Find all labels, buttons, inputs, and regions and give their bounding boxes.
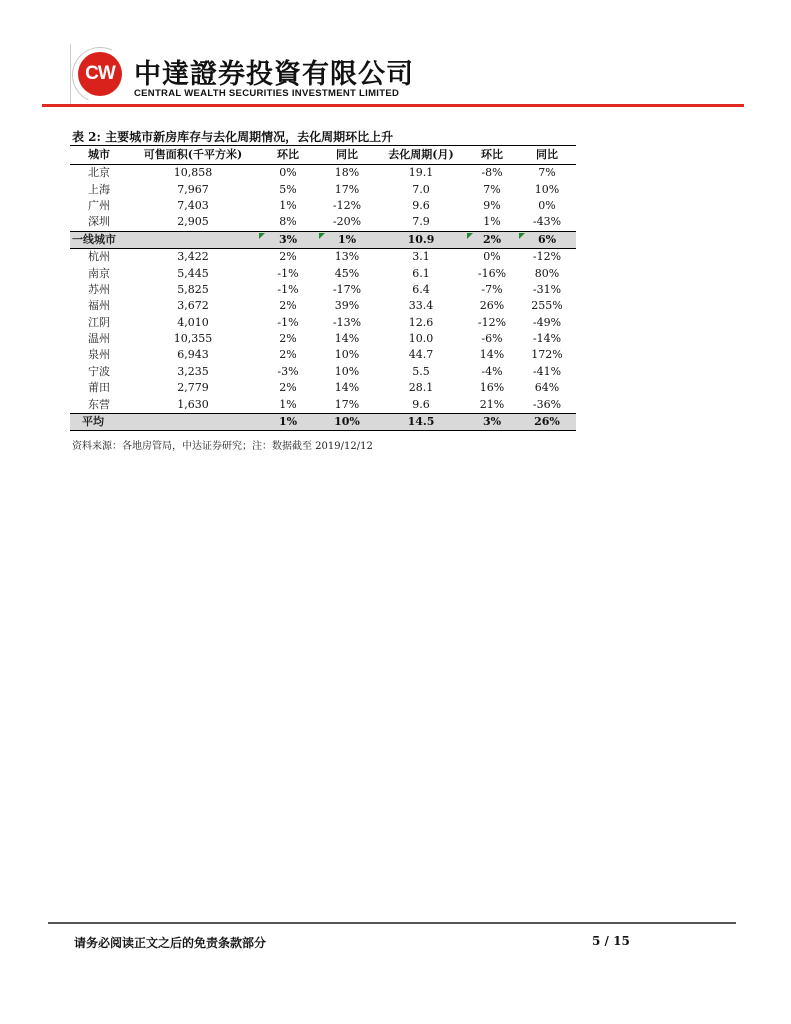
cell-area: [128, 380, 258, 396]
cell-area-yoy-value: -13%: [332, 315, 362, 329]
cell-city: [70, 298, 128, 314]
cell-area-value: 3,422: [177, 250, 209, 264]
cell-city-value: 苏州: [88, 282, 110, 296]
cell-cycle-value: 10.9: [407, 232, 435, 246]
cell-cycle-mom-value: -6%: [481, 332, 503, 346]
table-row: [70, 248, 576, 265]
cell-area-yoy-value: 45%: [334, 266, 360, 280]
cell-cycle-mom: [466, 396, 518, 413]
cell-area-mom: [258, 231, 318, 248]
cell-cycle-mom: [466, 282, 518, 298]
cell-cycle-yoy: [518, 198, 576, 214]
table-row: [70, 181, 576, 197]
cell-cycle-mom-value: 21%: [479, 397, 505, 411]
cell-cycle-mom: [466, 315, 518, 331]
cell-area: [128, 413, 258, 430]
cell-city: [70, 214, 128, 231]
cell-city: [70, 413, 128, 430]
cell-area-yoy-value: -12%: [332, 198, 362, 212]
cell-area-mom: [258, 331, 318, 347]
cell-cycle-value: 44.7: [408, 348, 434, 362]
cell-area-value: 7,967: [177, 182, 209, 196]
cell-area-mom-value: -1%: [277, 282, 299, 296]
cell-area-yoy: [318, 214, 376, 231]
cell-cycle-yoy-value: 7%: [538, 166, 556, 180]
cell-cycle-yoy-value: -43%: [532, 215, 562, 229]
cell-city: [70, 364, 128, 380]
col-header-city: 城市: [70, 146, 128, 165]
cell-area-mom: [258, 248, 318, 265]
cell-area-value: 4,010: [177, 315, 209, 329]
cell-area-yoy-value: 10%: [334, 364, 360, 378]
cell-cycle-mom-value: -7%: [481, 282, 503, 296]
cell-city: [70, 347, 128, 363]
cell-cycle-yoy-value: 6%: [537, 232, 557, 246]
cell-cycle-mom-value: 1%: [483, 215, 501, 229]
cell-area-mom: [258, 198, 318, 214]
table-header-row: [70, 146, 576, 165]
cell-cycle-mom: [466, 214, 518, 231]
footer-rule: [48, 922, 736, 924]
cell-area-yoy-value: 17%: [334, 397, 360, 411]
cell-cycle-yoy-value: 10%: [534, 182, 560, 196]
cell-cycle-value: 14.5: [407, 415, 435, 429]
cell-city-value: 杭州: [88, 250, 110, 264]
cell-cycle: [376, 248, 466, 265]
company-logo: [78, 52, 122, 96]
cell-area-yoy-value: 1%: [337, 232, 357, 246]
cell-cycle-mom: [466, 181, 518, 197]
cell-cycle-yoy-value: -36%: [532, 397, 562, 411]
cell-cycle: [376, 413, 466, 430]
cell-area-yoy-value: 14%: [334, 332, 360, 346]
cell-area: [128, 331, 258, 347]
cell-flag-marker: [259, 233, 265, 239]
cell-cycle-mom: [466, 364, 518, 380]
cell-area-value: 10,858: [173, 166, 213, 180]
cell-cycle-yoy: [518, 298, 576, 314]
cell-cycle-yoy: [518, 315, 576, 331]
table-row: [70, 298, 576, 314]
cell-area: [128, 298, 258, 314]
cell-area-mom-value: 1%: [279, 397, 297, 411]
cell-area: [128, 282, 258, 298]
cell-cycle-value: 9.6: [412, 397, 430, 411]
table-row: [70, 198, 576, 214]
cell-cycle-mom-value: 0%: [483, 250, 501, 264]
cell-cycle-mom-value: 16%: [479, 381, 505, 395]
cell-area-mom-value: 2%: [279, 250, 297, 264]
cell-area-mom-value: -3%: [277, 364, 299, 378]
cell-cycle-mom: [466, 165, 518, 182]
cell-area-yoy: [318, 282, 376, 298]
cell-cycle-value: 12.6: [408, 315, 434, 329]
cell-city: [70, 248, 128, 265]
cell-area-mom-value: 2%: [279, 348, 297, 362]
cell-area-yoy-value: 39%: [334, 299, 360, 313]
cell-city-value: 莆田: [88, 381, 110, 395]
cell-area-mom-value: -1%: [277, 315, 299, 329]
cell-city-value: 平均: [82, 415, 104, 429]
cell-city-value: 宁波: [88, 364, 110, 378]
cell-city-value: 一线城市: [72, 232, 116, 246]
cell-cycle-yoy-value: 64%: [534, 381, 560, 395]
cell-area-yoy: [318, 165, 376, 182]
cell-area-mom: [258, 214, 318, 231]
cell-area-value: 3,235: [177, 364, 209, 378]
cell-city-value: 泉州: [88, 348, 110, 362]
cell-area: [128, 248, 258, 265]
cell-cycle-mom-value: 26%: [479, 299, 505, 313]
table-row: [70, 165, 576, 182]
cell-cycle-mom: [466, 198, 518, 214]
cell-cycle: [376, 265, 466, 281]
cell-flag-marker: [467, 233, 473, 239]
cell-city-value: 福州: [88, 299, 110, 313]
cell-cycle: [376, 315, 466, 331]
cell-cycle-yoy: [518, 380, 576, 396]
cell-cycle-yoy-value: 172%: [531, 348, 563, 362]
cell-area-yoy: [318, 331, 376, 347]
cell-cycle-yoy-value: -41%: [532, 364, 562, 378]
cell-area-yoy: [318, 298, 376, 314]
cell-flag-marker: [319, 233, 325, 239]
cell-area-yoy: [318, 364, 376, 380]
cell-cycle-mom-value: -4%: [481, 364, 503, 378]
cell-area: [128, 347, 258, 363]
table-row: [70, 380, 576, 396]
cell-cycle-yoy-value: 80%: [534, 266, 560, 280]
col-header-area: 可售面积(千平方米): [128, 146, 258, 165]
col-header-cycle: 去化周期(月): [376, 146, 466, 165]
cell-city: [70, 165, 128, 182]
cell-cycle-yoy: [518, 248, 576, 265]
cell-area-value: 7,403: [177, 198, 209, 212]
cell-area-yoy: [318, 347, 376, 363]
cell-area: [128, 198, 258, 214]
table-row: [70, 315, 576, 331]
cell-cycle-yoy-value: -31%: [532, 282, 562, 296]
cell-area: [128, 165, 258, 182]
cell-area-mom-value: 2%: [279, 332, 297, 346]
cell-city: [70, 198, 128, 214]
cell-area: [128, 231, 258, 248]
cell-cycle-mom-value: 9%: [483, 198, 501, 212]
cell-area-value: 3,672: [177, 299, 209, 313]
cell-area-mom: [258, 265, 318, 281]
cell-cycle-mom-value: 2%: [482, 232, 502, 246]
cell-cycle-value: 5.5: [412, 364, 430, 378]
cell-cycle-mom-value: -12%: [477, 315, 507, 329]
cell-area-mom: [258, 413, 318, 430]
cell-area-yoy: [318, 181, 376, 197]
cell-area: [128, 265, 258, 281]
cell-cycle-yoy-value: 255%: [531, 299, 563, 313]
cell-cycle: [376, 396, 466, 413]
cell-area-value: 2,779: [177, 381, 209, 395]
cell-area-yoy: [318, 380, 376, 396]
cell-area: [128, 364, 258, 380]
cell-cycle-value: 19.1: [408, 166, 434, 180]
cell-area: [128, 396, 258, 413]
cell-area-mom: [258, 315, 318, 331]
cell-cycle-mom: [466, 331, 518, 347]
cell-city: [70, 265, 128, 281]
cell-cycle-yoy: [518, 282, 576, 298]
cell-cycle: [376, 347, 466, 363]
cell-area-yoy: [318, 265, 376, 281]
cell-area-mom-value: 1%: [279, 198, 297, 212]
cell-cycle: [376, 364, 466, 380]
cell-city-value: 广州: [88, 198, 110, 212]
cell-cycle-value: 28.1: [408, 381, 434, 395]
table-row: [70, 364, 576, 380]
cell-cycle-yoy-value: -49%: [532, 315, 562, 329]
page-number: 5 / 15: [592, 934, 630, 948]
table-row: [70, 331, 576, 347]
cell-cycle: [376, 282, 466, 298]
cell-cycle: [376, 298, 466, 314]
cell-area-value: 10,355: [173, 332, 213, 346]
cell-cycle-mom: [466, 265, 518, 281]
cell-cycle-yoy: [518, 265, 576, 281]
cell-area-mom-value: -1%: [277, 266, 299, 280]
cell-cycle-mom-value: -8%: [481, 166, 503, 180]
cell-area: [128, 214, 258, 231]
cell-area-mom-value: 1%: [278, 415, 298, 429]
cell-cycle-mom: [466, 413, 518, 430]
average-row: [70, 413, 576, 430]
cell-area-value: 5,825: [177, 282, 209, 296]
cell-area-value: 2,905: [177, 215, 209, 229]
cell-cycle-yoy: [518, 331, 576, 347]
cell-cycle-value: 10.0: [408, 332, 434, 346]
cell-cycle-mom-value: 14%: [479, 348, 505, 362]
cell-area-value: 6,943: [177, 348, 209, 362]
col-header-area-mom: 环比: [258, 146, 318, 165]
cell-area-value: 5,445: [177, 266, 209, 280]
cell-cycle-yoy-value: -12%: [532, 250, 562, 264]
table-row: [70, 282, 576, 298]
cell-city-value: 温州: [88, 332, 110, 346]
company-name-cn: 中達證券投資有限公司: [134, 59, 414, 90]
table-caption: 表 2: 主要城市新房库存与去化周期情况，去化周期环比上升: [72, 130, 394, 144]
col-header-cycle-mom: 环比: [466, 146, 518, 165]
cell-cycle-yoy: [518, 413, 576, 430]
cell-city: [70, 181, 128, 197]
cell-area: [128, 181, 258, 197]
cell-area-yoy-value: 17%: [334, 182, 360, 196]
footer-disclaimer: 请务必阅读正文之后的免责条款部分: [74, 936, 267, 950]
cell-cycle-yoy-value: -14%: [532, 332, 562, 346]
cell-area-mom-value: 2%: [279, 299, 297, 313]
cell-area-yoy-value: -17%: [332, 282, 362, 296]
cell-cycle: [376, 380, 466, 396]
cell-area: [128, 315, 258, 331]
col-header-cycle-yoy: 同比: [518, 146, 576, 165]
cell-cycle: [376, 165, 466, 182]
cell-area-yoy: [318, 413, 376, 430]
cell-area-yoy: [318, 231, 376, 248]
cell-city: [70, 282, 128, 298]
tier1-summary-row: [70, 231, 576, 248]
cell-cycle-yoy: [518, 181, 576, 197]
cell-area-yoy: [318, 248, 376, 265]
cell-cycle: [376, 331, 466, 347]
table-row: [70, 396, 576, 413]
cell-cycle-value: 33.4: [408, 299, 434, 313]
cell-area-mom-value: 2%: [279, 381, 297, 395]
cell-city-value: 江阴: [88, 315, 110, 329]
table-row: [70, 347, 576, 363]
cell-area-yoy-value: 14%: [334, 381, 360, 395]
cell-area-mom-value: 5%: [279, 182, 297, 196]
cell-city-value: 东营: [88, 397, 110, 411]
cell-cycle-yoy: [518, 396, 576, 413]
cell-city-value: 上海: [88, 182, 110, 196]
cell-cycle: [376, 231, 466, 248]
cell-area-mom-value: 8%: [279, 215, 297, 229]
inventory-table: [70, 145, 576, 431]
cell-area-mom: [258, 165, 318, 182]
cell-cycle-value: 6.1: [412, 266, 430, 280]
cell-cycle-mom: [466, 380, 518, 396]
table-source-note: 资料来源：各地房管局，中达证券研究；注：数据截至 2019/12/12: [72, 441, 373, 452]
cell-cycle-value: 7.9: [412, 215, 430, 229]
cell-cycle-yoy-value: 26%: [534, 415, 560, 429]
table-row: [70, 265, 576, 281]
cell-area-mom: [258, 347, 318, 363]
cell-city: [70, 396, 128, 413]
cell-area-mom: [258, 396, 318, 413]
cell-cycle: [376, 198, 466, 214]
cell-area-mom-value: 0%: [279, 166, 297, 180]
cell-area-yoy: [318, 198, 376, 214]
col-header-area-yoy: 同比: [318, 146, 376, 165]
header-rule: [42, 104, 744, 107]
cell-area-yoy: [318, 315, 376, 331]
cell-flag-marker: [519, 233, 525, 239]
cell-area-mom: [258, 181, 318, 197]
cell-area-mom: [258, 380, 318, 396]
cell-area-mom: [258, 298, 318, 314]
cell-cycle-mom: [466, 347, 518, 363]
cell-cycle-yoy: [518, 347, 576, 363]
cell-cycle-mom-value: 3%: [482, 415, 502, 429]
cell-cycle-yoy: [518, 165, 576, 182]
cell-cycle-value: 3.1: [412, 250, 430, 264]
cell-cycle: [376, 214, 466, 231]
table-row: [70, 214, 576, 231]
cell-cycle-mom: [466, 298, 518, 314]
cell-cycle-mom: [466, 231, 518, 248]
cell-cycle-yoy: [518, 364, 576, 380]
cell-area-value: 1,630: [177, 397, 209, 411]
company-name-en: CENTRAL WEALTH SECURITIES INVESTMENT LIMITED: [134, 88, 400, 99]
cell-city-value: 南京: [88, 266, 110, 280]
cell-area-yoy-value: 18%: [334, 166, 360, 180]
cell-cycle: [376, 181, 466, 197]
cell-cycle-value: 6.4: [412, 282, 430, 296]
cell-city-value: 深圳: [88, 215, 110, 229]
cell-cycle-mom: [466, 248, 518, 265]
cell-cycle-value: 9.6: [412, 198, 430, 212]
cell-area-mom: [258, 282, 318, 298]
cell-cycle-yoy: [518, 214, 576, 231]
cell-city: [70, 231, 128, 248]
logo-text: CW: [85, 63, 115, 84]
cell-city: [70, 380, 128, 396]
cell-area-mom: [258, 364, 318, 380]
cell-cycle-yoy-value: 0%: [538, 198, 556, 212]
cell-cycle-value: 7.0: [412, 182, 430, 196]
cell-area-yoy: [318, 396, 376, 413]
cell-city: [70, 315, 128, 331]
cell-area-yoy-value: 13%: [334, 250, 360, 264]
cell-area-yoy-value: 10%: [334, 415, 360, 429]
cell-city: [70, 331, 128, 347]
cell-area-mom-value: 3%: [278, 232, 298, 246]
cell-cycle-mom-value: 7%: [483, 182, 501, 196]
cell-area-yoy-value: -20%: [332, 215, 362, 229]
cell-cycle-mom-value: -16%: [477, 266, 507, 280]
cell-city-value: 北京: [88, 166, 110, 180]
cell-area-yoy-value: 10%: [334, 348, 360, 362]
cell-cycle-yoy: [518, 231, 576, 248]
